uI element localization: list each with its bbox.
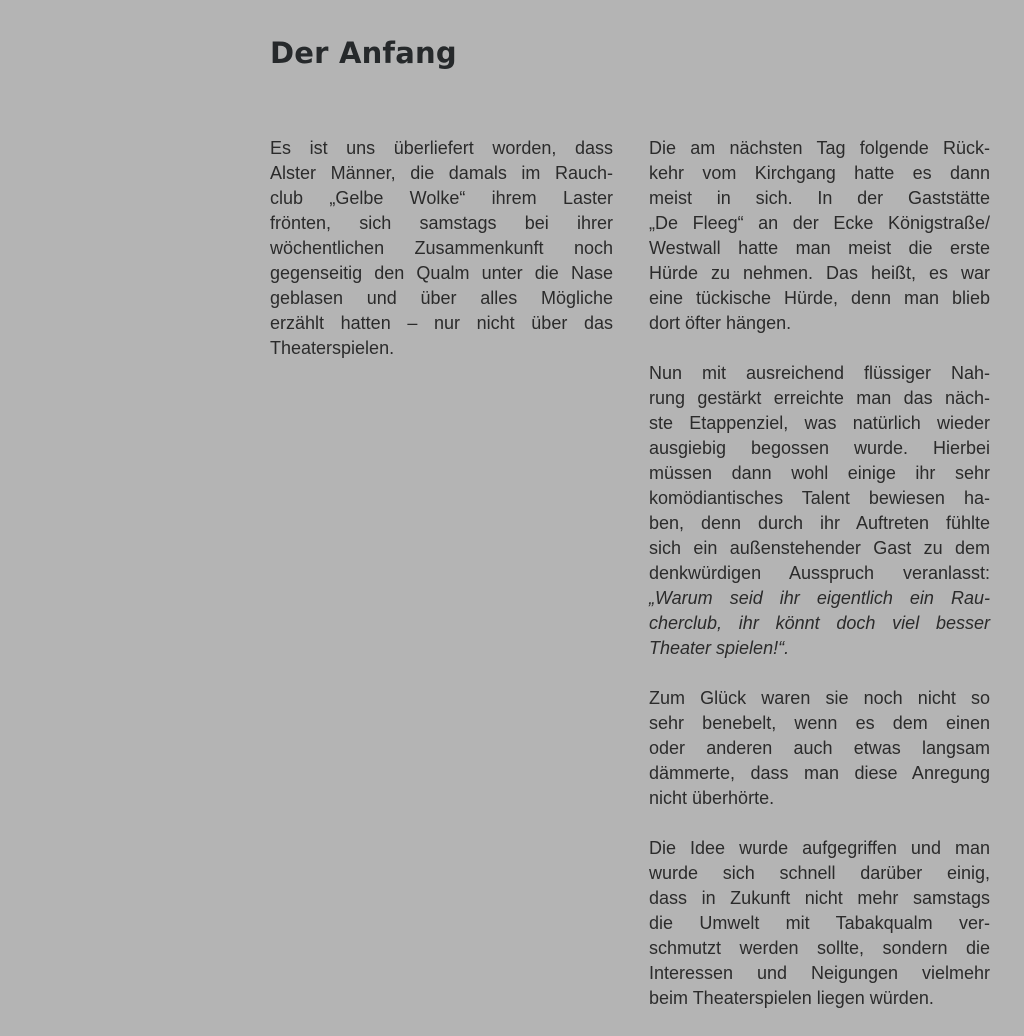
text-line: komödiantisches Talent bewiesen ha- — [649, 488, 990, 508]
text-line: meist in sich. In der Gaststätte — [649, 188, 990, 208]
text-line: ben, denn durch ihr Auftreten fühlte — [649, 513, 990, 533]
text-line: Westwall hatte man meist die erste — [649, 238, 990, 258]
quote-line: Theater spielen!“. — [649, 638, 790, 658]
text-line: müssen dann wohl einige ihr sehr — [649, 463, 990, 483]
paragraph — [649, 136, 990, 336]
text-line: dort öfter hängen. — [649, 313, 792, 333]
text-line: Interessen und Neigungen vielmehr — [649, 963, 990, 983]
paragraph — [649, 686, 990, 811]
quote-line: „Warum seid ihr eigentlich ein Rau- — [649, 588, 990, 608]
text-line: die Umwelt mit Tabakqualm ver- — [649, 913, 990, 933]
text-line: Die am nächsten Tag folgende Rück- — [649, 138, 990, 158]
text-line: Die Idee wurde aufgegriffen und man — [649, 838, 990, 858]
paragraph — [649, 361, 990, 661]
text-line: ste Etappenziel, was natürlich wieder — [649, 413, 990, 433]
paragraph — [270, 136, 613, 361]
text-line: denkwürdigen Ausspruch veranlasst: — [649, 563, 990, 583]
text-line: erzählt hatten – nur nicht über das — [270, 313, 613, 333]
text-line: Zum Glück waren sie noch nicht so — [649, 688, 990, 708]
text-line: sehr benebelt, wenn es dem einen — [649, 713, 990, 733]
left-text-column — [270, 136, 613, 386]
text-line: Theaterspielen. — [270, 338, 395, 358]
text-line: eine tückische Hürde, denn man blieb — [649, 288, 990, 308]
text-line: ausgiebig begossen wurde. Hierbei — [649, 438, 990, 458]
text-line: dämmerte, dass man diese Anregung — [649, 763, 990, 783]
text-line: dass in Zukunft nicht mehr samstags — [649, 888, 990, 908]
text-line: Hürde zu nehmen. Das heißt, es war — [649, 263, 990, 283]
text-line: frönten, sich samstags bei ihrer — [270, 213, 613, 233]
quote-line: cherclub, ihr könnt doch viel besser — [649, 613, 990, 633]
text-line: „De Fleeg“ an der Ecke Königstraße/ — [649, 213, 990, 233]
paragraph — [649, 836, 990, 1011]
text-line: Nun mit ausreichend flüssiger Nah- — [649, 363, 990, 383]
text-line: geblasen und über alles Mögliche — [270, 288, 613, 308]
text-line: rung gestärkt erreichte man das näch- — [649, 388, 990, 408]
text-line: schmutzt werden sollte, sondern die — [649, 938, 990, 958]
text-line: club „Gelbe Wolke“ ihrem Laster — [270, 188, 613, 208]
text-line: beim Theaterspielen liegen würden. — [649, 988, 934, 1008]
text-line: sich ein außenstehender Gast zu dem — [649, 538, 990, 558]
text-line: nicht überhörte. — [649, 788, 775, 808]
text-line: gegenseitig den Qualm unter die Nase — [270, 263, 613, 283]
text-line: Alster Männer, die damals im Rauch- — [270, 163, 613, 183]
right-text-column — [649, 136, 990, 1036]
text-line: Es ist uns überliefert worden, dass — [270, 138, 613, 158]
text-line: wurde sich schnell darüber einig, — [649, 863, 990, 883]
text-line: oder anderen auch etwas langsam — [649, 738, 990, 758]
text-line: wöchentlichen Zusammenkunft noch — [270, 238, 613, 258]
page-title: Der Anfang — [270, 36, 457, 70]
text-line: kehr vom Kirchgang hatte es dann — [649, 163, 990, 183]
